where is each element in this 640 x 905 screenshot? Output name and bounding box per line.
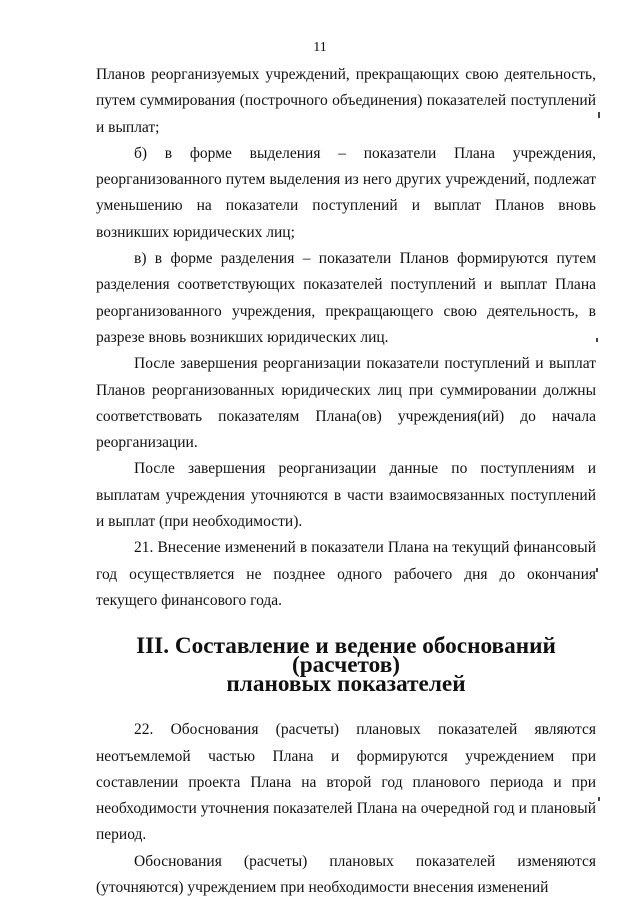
- section-heading: [96, 614, 596, 717]
- paragraph-clause-21: 21. Внесение изменений в показатели Плана на текущий финансовый год осуществляется не позднее одного рабочего дня до окончания текущего финансового года.: [96, 539, 596, 609]
- section-heading-line-1: III. Составление и ведение обоснований (расчетов): [136, 633, 556, 679]
- paragraph-continuation: Планов реорганизуемых учреждений, прекращающих свою деятельность, путем суммирования (построчного объединения) показателей поступлений и выплат;: [96, 66, 596, 136]
- paragraph-justifications-change: Обоснования (расчеты) плановых показателей изменяются (уточняются) учреждением при необходимости внесения изменений: [96, 852, 596, 897]
- scan-artifact-mark: [596, 568, 598, 572]
- page-number: 11: [313, 40, 327, 55]
- paragraph-after-reorganization: После завершения реорганизации показатели поступлений и выплат Планов реорганизованных юридических лиц при суммировании должны соответствовать показателям Плана(ов) учреждения(ий) до начала реорганизации.: [96, 355, 596, 452]
- scan-artifact-mark: [596, 338, 598, 342]
- document-body: [96, 62, 596, 901]
- scan-artifact-mark: [598, 797, 600, 801]
- section-heading-line-2: плановых показателей: [226, 671, 466, 698]
- paragraph-item-b: б) в форме выделения – показатели Плана учреждения, реорганизованного путем выделения из него других учреждений, подлежат уменьшению на показатели поступлений и выплат Планов вновь возникших юридических лиц;: [96, 144, 596, 241]
- paragraph-data-clarification: После завершения реорганизации данные по поступлениям и выплатам учреждения уточняются в части взаимосвязанных поступлений и выплат (при необходимости).: [96, 460, 596, 531]
- paragraph-clause-22: 22. Обоснования (расчеты) плановых показателей являются неотъемлемой частью Плана и формируются учреждением при составлении проекта Плана на второй год планового периода и при необходимости уточнения показателей Плана на очередной год и плановый период.: [96, 721, 596, 844]
- paragraph-item-v: в) в форме разделения – показатели Планов формируются путем разделения соответствующих показателей поступлений и выплат Плана реорганизованного учреждения, прекращающего свою деятельность, в разрезе вновь возникших юридических лиц.: [96, 250, 596, 346]
- scan-artifact-mark: [598, 112, 600, 118]
